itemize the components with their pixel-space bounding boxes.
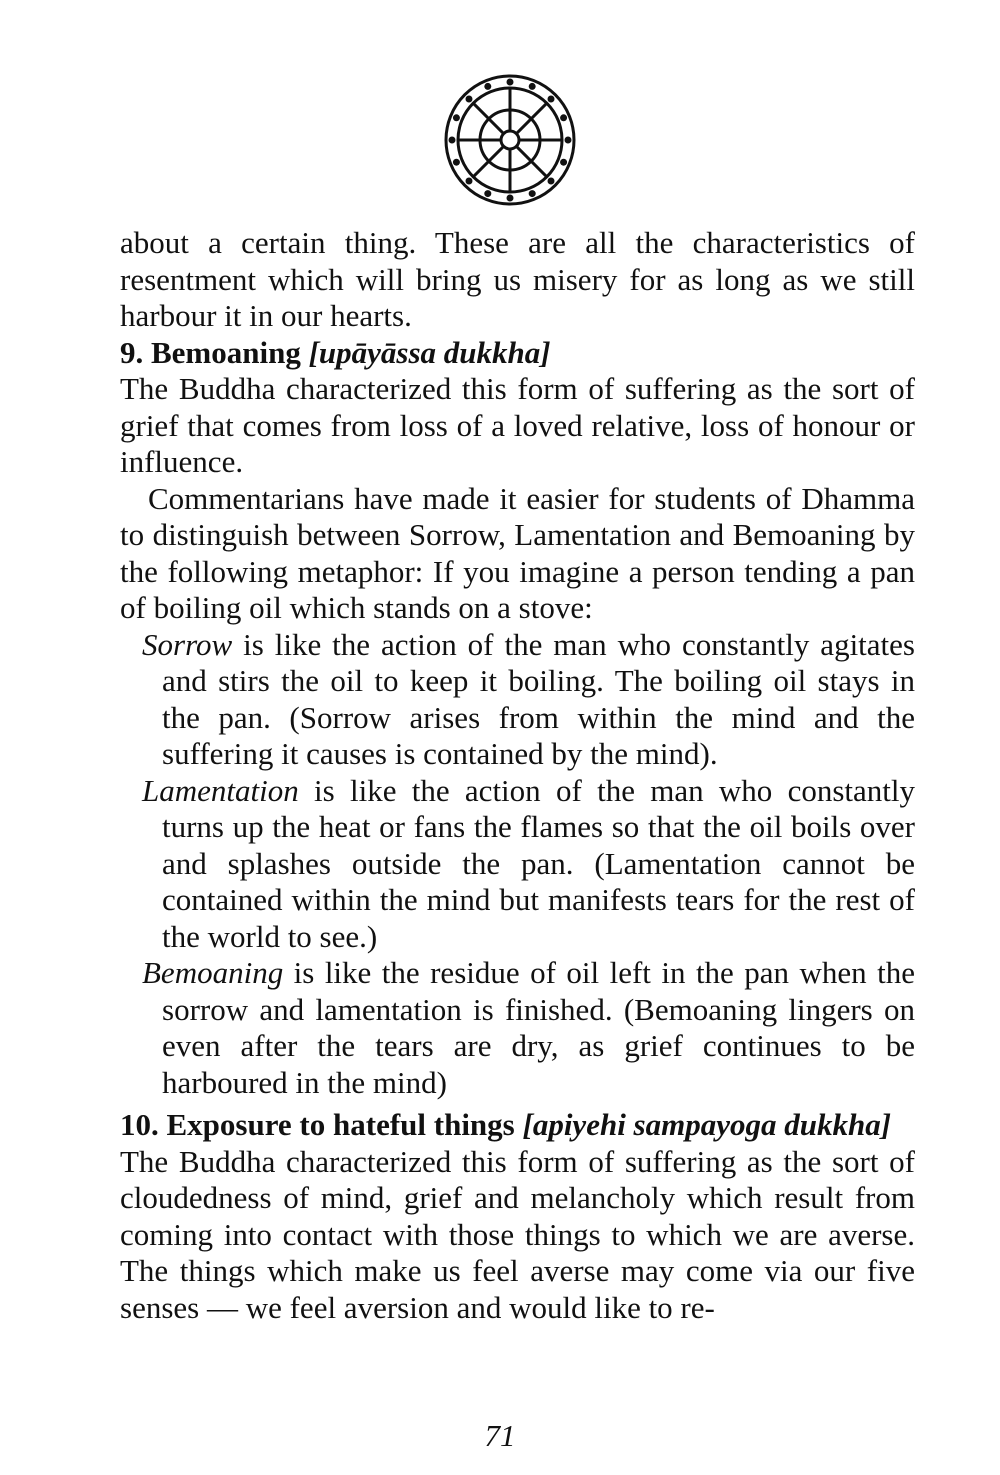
bemoaning-text: is like the residue of oil left in the pan when the sorrow and lamentation is finished. (Bemoaning lingers on even after the tears are dry, as grief continues to be harboured in the mind) [162, 955, 915, 1100]
section-10-definition: The Buddha characterized this form of suffering as the sort of cloudedness of mind, grief and melancholy which result from coming into contact with those things to which we are averse. The things which make us feel averse may come via our five senses — we feel aversion and would like to re- [120, 1143, 915, 1325]
section-10-number: 10. Exposure to hateful things [120, 1107, 523, 1142]
page-number: 71 [484, 1418, 516, 1453]
page-body [120, 225, 915, 1326]
section-10-term: [apiyehi sampayoga dukkha] [522, 1107, 892, 1142]
section-9-term: [upāyāssa dukkha] [308, 334, 551, 370]
section-9-commentary: Commentarians have made it easier for students of Dhamma to distinguish between Sorrow, Lamentation and Bemoaning by the following metaphor: If you imagine a person tending a pan of boiling oil which stands on a stove: [120, 480, 915, 625]
sorrow-text: is like the action of the man who constantly agitates and stirs the oil to keep it boiling. The boiling oil stays in the pan. (Sorrow arises from within the mind and the suffering it causes is contained by the mind). [162, 626, 915, 771]
sorrow-term: Sorrow [142, 626, 233, 662]
section-9-number: 9. Bemoaning [120, 334, 309, 370]
bemoaning-term: Bemoaning [142, 955, 284, 990]
sorrow-item [120, 627, 915, 773]
continuation-paragraph: about a certain thing. These are all the characteristics of resentment which will bring us misery for as long as we still harbour it in our hearts. [120, 225, 915, 333]
dharma-wheel-icon [440, 70, 580, 210]
lamentation-item [120, 773, 915, 956]
lamentation-text: is like the action of the man who constantly turns up the heat or fans the flames so that the oil boils over and splashes outside the pan. (Lamentation cannot be contained within the mind but manifests tears for the rest of the world to see.) [162, 772, 915, 954]
section-9-definition: The Buddha characterized this form of suffering as the sort of grief that comes from loss of a loved relative, loss of honour or influence. [120, 371, 915, 479]
lamentation-term: Lamentation [142, 772, 299, 808]
bemoaning-item [120, 955, 915, 1101]
section-10-heading [120, 1107, 915, 1144]
section-9-heading [120, 335, 915, 372]
